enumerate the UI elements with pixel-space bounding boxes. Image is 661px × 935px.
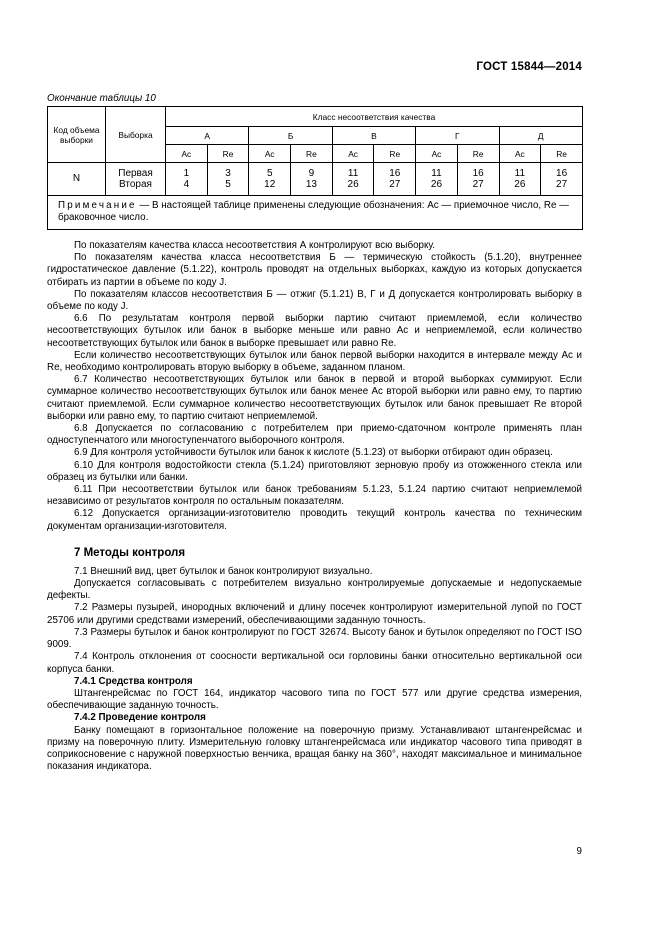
ac-header: Ac bbox=[166, 145, 208, 163]
paragraph: Если количество несоответствующих бутылок или банок первой выборки находится в интервале между Ас и Re, необходимо контролировать вторую выборку в объеме, заданном планом. bbox=[47, 349, 582, 374]
class-header: Класс несоответствия качества bbox=[166, 107, 583, 127]
value-cell bbox=[416, 163, 458, 196]
value-second: 26 bbox=[430, 179, 443, 190]
paragraph: По показателям классов несоответствия Б — отжиг (5.1.21) В, Г и Д допускается контролировать выборку в объеме по коду J. bbox=[47, 288, 582, 313]
value-first: 16 bbox=[472, 167, 484, 179]
value-cell bbox=[541, 163, 583, 196]
value-cell bbox=[374, 163, 416, 196]
value-second: 27 bbox=[472, 179, 484, 190]
paragraph: 6.8 Допускается по согласованию с потребителем при приемо-сдаточном контроле применять план одноступенчатого или многоступенчатого выборочного контроля. bbox=[47, 423, 582, 447]
class-a: А bbox=[166, 127, 249, 145]
table-caption: Окончание таблицы 10 bbox=[47, 93, 156, 104]
value-first: 9 bbox=[308, 167, 315, 179]
value-cell bbox=[207, 163, 249, 196]
value-cell bbox=[249, 163, 291, 196]
value-cell bbox=[332, 163, 374, 196]
value-second: 27 bbox=[556, 179, 568, 190]
table-note bbox=[48, 196, 583, 230]
paragraph: По показателям качества класса несоответствия Б — термическую стойкость (5.1.20), внутреннее гидростатическое давление (5.1.22), контроль проводят на отдельных выборках, каждую из которых допускается отбирать из партии в объеме по коду J. bbox=[47, 252, 582, 288]
re-header: Re bbox=[207, 145, 249, 163]
value-second: 26 bbox=[514, 179, 526, 190]
value-cell bbox=[499, 163, 541, 196]
subsection-title: 7.4.2 Проведение контроля bbox=[74, 712, 206, 724]
sample-second: Вторая bbox=[119, 179, 152, 190]
value-second: 27 bbox=[389, 179, 401, 190]
sample-cell bbox=[106, 163, 166, 196]
paragraph: Банку помещают в горизонтальное положение на поверочную призму. Устанавливают штангенрейсмас и призму на поверочную плиту. Измерительную головку штангенрейсмаса или индикатор часового типа приводят в соприкосновение с наружной поверхностью венчика, вращая банку на 360°, находят максимальное и минимальное показания индикатора. bbox=[47, 724, 582, 773]
section-title: 7 Методы контроля bbox=[74, 546, 186, 559]
paragraph: По показателям качества класса несоответствия А контролируют всю выборку. bbox=[74, 240, 435, 251]
value-cell bbox=[166, 163, 208, 196]
ac-header: Ac bbox=[416, 145, 458, 163]
paragraph: 7.2 Размеры пузырей, инородных включений и длину посечек контролируют измерительной лупой по ГОСТ 25706 или другими средствами измерений, обеспечивающими заданную точность. bbox=[47, 602, 582, 626]
value-second: 26 bbox=[347, 179, 359, 190]
paragraph: 6.10 Для контроля водостойкости стекла (5.1.24) приготовляют зерновую пробу из отожженного стекла или образец из бутылки или банки. bbox=[47, 459, 582, 483]
value-cell bbox=[457, 163, 499, 196]
sampling-plan-table bbox=[47, 106, 583, 230]
re-header: Re bbox=[457, 145, 499, 163]
note-text: — В настоящей таблице применены следующие обозначения: Ас — приемочное число, Re — браковочное число. bbox=[58, 199, 569, 223]
class-b: Б bbox=[249, 127, 332, 145]
class-g: Г bbox=[416, 127, 499, 145]
class-v: В bbox=[332, 127, 415, 145]
paragraph: 6.6 По результатам контроля первой выборки партию считают приемлемой, если количество несоответствующих бутылок или банок в выборке меньше или равно Ас и неприемлемой, если количество несоответствующих бутылок или банок в выборке превышает или равно Re. bbox=[47, 313, 582, 349]
paragraph: 6.7 Количество несоответствующих бутылок или банок в первой и второй выборках суммируют. Если суммарное количество несоответствующих бутылок или банок менее Ас второй выборки или равно ему, то партию считают приемлемой. Если суммарное количество несоответствующих бутылок или банок превышает Re второй выборки или равно ему, то партию считают неприемлемой. bbox=[47, 374, 582, 422]
paragraph: 7.3 Размеры бутылок и банок контролируют по ГОСТ 32674. Высоту банок и бутылок определяют по ГОСТ ISO 9009. bbox=[47, 626, 582, 651]
value-first: 11 bbox=[347, 167, 359, 179]
paragraph: 7.4 Контроль отклонения от соосности вертикальной оси горловины банки относительно вертикальной оси корпуса банки. bbox=[47, 651, 582, 675]
ac-header: Ac bbox=[249, 145, 291, 163]
subsection-title: 7.4.1 Средства контроля bbox=[74, 675, 193, 687]
paragraph: 7.1 Внешний вид, цвет бутылок и банок контролируют визуально. bbox=[74, 565, 373, 577]
note-label: Примечание bbox=[58, 199, 137, 211]
class-d: Д bbox=[499, 127, 582, 145]
re-header: Re bbox=[291, 145, 333, 163]
col-header-sample: Выборка bbox=[106, 107, 166, 163]
document-body bbox=[47, 240, 582, 773]
value-second: 4 bbox=[183, 179, 190, 190]
table-row bbox=[48, 163, 583, 196]
value-first: 3 bbox=[225, 167, 231, 179]
value-first: 11 bbox=[431, 167, 442, 179]
value-first: 16 bbox=[389, 167, 401, 179]
value-first: 5 bbox=[266, 167, 273, 179]
value-second: 12 bbox=[264, 179, 276, 190]
standard-header: ГОСТ 15844—2014 bbox=[476, 61, 582, 73]
paragraph: 6.12 Допускается организации-изготовителю проводить текущий контроль качества по техническим документам организации-изготовителя. bbox=[47, 508, 582, 532]
value-first: 11 bbox=[514, 167, 526, 179]
sample-first: Первая bbox=[118, 167, 153, 179]
code-cell: N bbox=[48, 163, 106, 196]
re-header: Re bbox=[541, 145, 583, 163]
re-header: Re bbox=[374, 145, 416, 163]
ac-header: Ac bbox=[332, 145, 374, 163]
col-header-code: Код объема выборки bbox=[48, 107, 106, 163]
ac-header: Ac bbox=[499, 145, 541, 163]
value-first: 16 bbox=[556, 167, 568, 179]
value-cell bbox=[291, 163, 333, 196]
page-number: 9 bbox=[576, 846, 582, 857]
value-first: 1 bbox=[183, 167, 190, 179]
value-second: 5 bbox=[225, 179, 231, 190]
paragraph: Штангенрейсмас по ГОСТ 164, индикатор часового типа по ГОСТ 577 или другие средства измерения, обеспечивающие заданную точность. bbox=[47, 687, 582, 712]
paragraph: Допускается согласовывать с потребителем визуально контролируемые допускаемые и недопускаемые дефекты. bbox=[47, 578, 582, 602]
paragraph: 6.9 Для контроля устойчивости бутылок или банок к кислоте (5.1.23) от выборки отбирают один образец. bbox=[74, 447, 553, 459]
paragraph: 6.11 При несоответствии бутылок или банок требованиям 5.1.23, 5.1.24 партию считают неприемлемой независимо от результатов контроля по остальным показателям. bbox=[47, 484, 582, 508]
value-second: 13 bbox=[305, 179, 317, 190]
